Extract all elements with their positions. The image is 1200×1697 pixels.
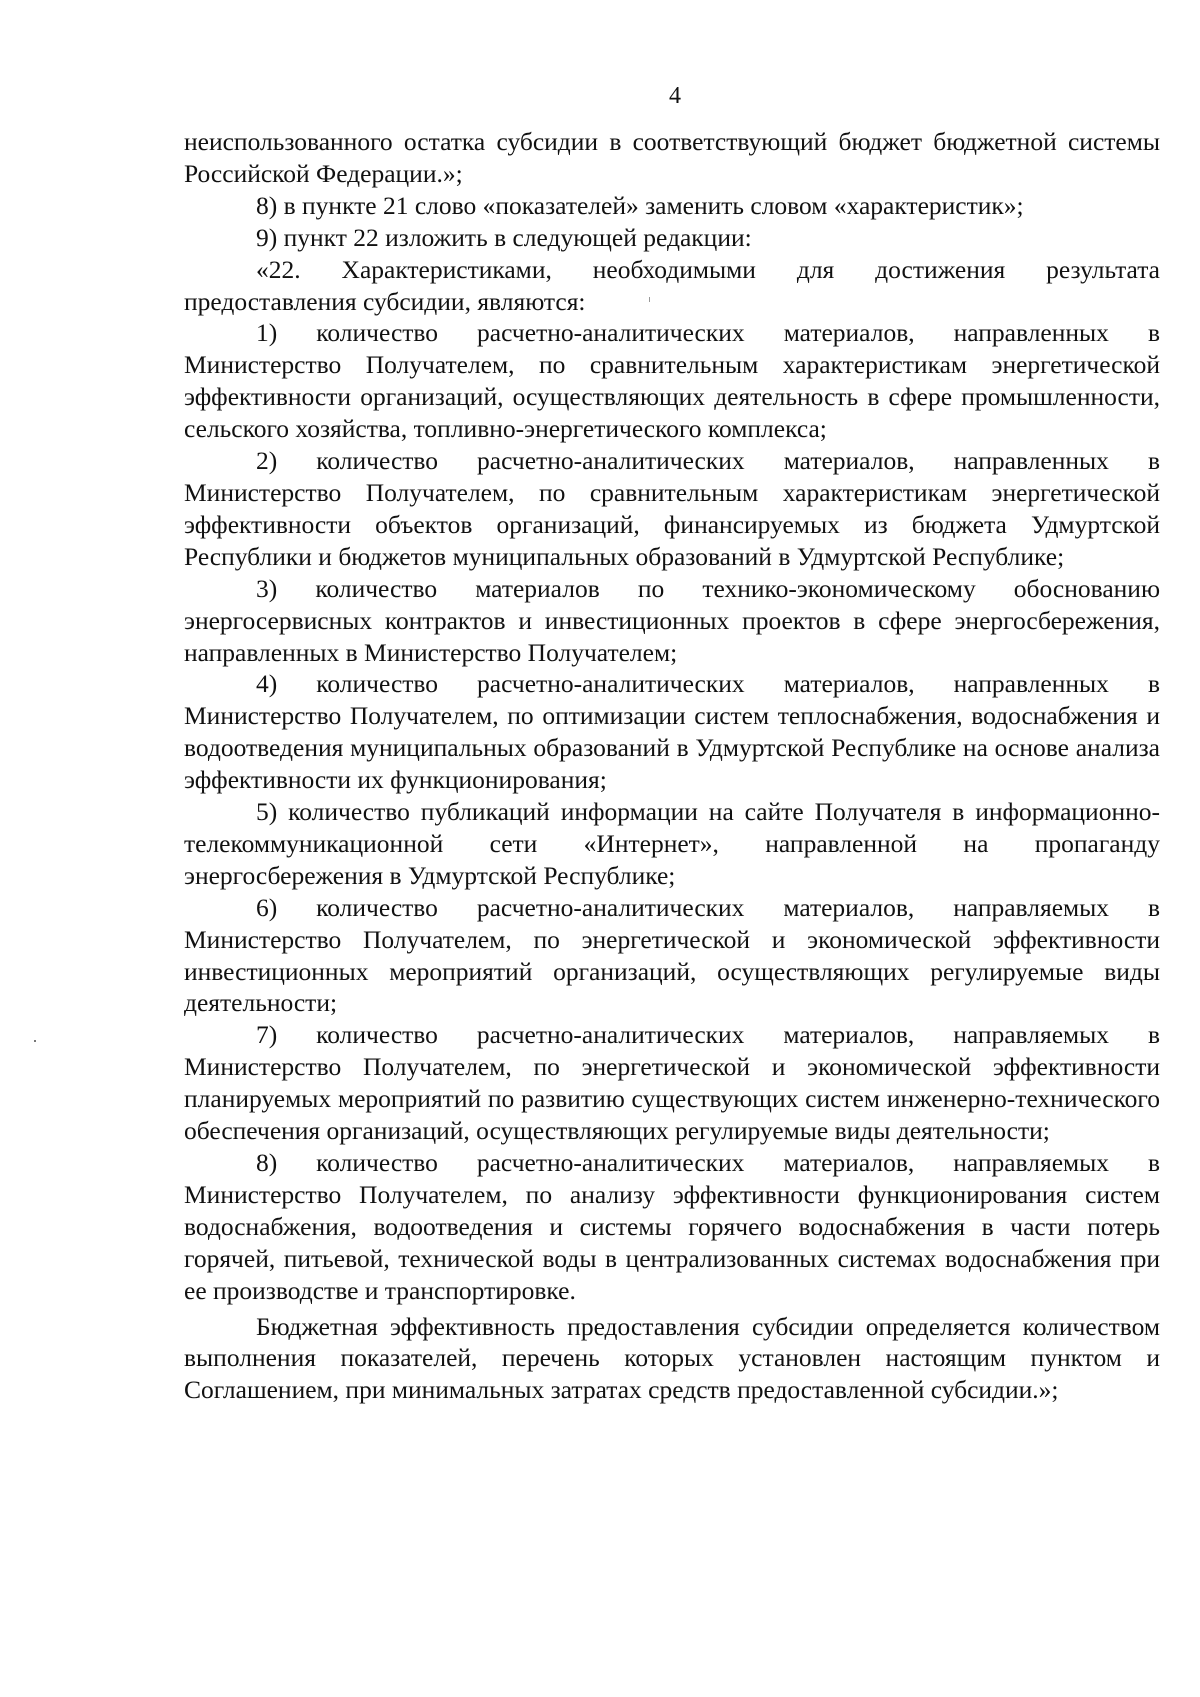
paragraph-characteristic-8: 8) количество расчетно-аналитических материалов, направляемых в Министерство Получателем, по анализу эффективности функционирования систем водоснабжения, водоотведения и системы горячего водоснабжения в части потерь горячей, питьевой, технической воды в централизованных системах водоснабжения при ее производстве и транспортировке.: [184, 1148, 1160, 1305]
paragraph-item-8: 8) в пункте 21 слово «показателей» заменить словом «характеристик»;: [256, 190, 1024, 220]
paragraph-continuation: неиспользованного остатка субсидии в соответствующий бюджет бюджетной системы Российской Федерации.»;: [184, 127, 1160, 188]
paragraph-characteristic-7: 7) количество расчетно-аналитических материалов, направляемых в Министерство Получателем, по энергетической и экономической эффективности планируемых мероприятий по развитию существующих систем инженерно-технического обеспечения организаций, осуществляющих регулируемые виды деятельности;: [184, 1020, 1160, 1146]
document-body: [184, 126, 1160, 1406]
paragraph-characteristic-2: 2) количество расчетно-аналитических материалов, направленных в Министерство Получателем, по сравнительным характеристикам энергетической эффективности объектов организаций, финансируемых из бюджета Удмуртской Республики и бюджетов муниципальных образований в Удмуртской Республике;: [184, 446, 1160, 571]
page-number: 4: [669, 83, 681, 109]
paragraph-characteristic-3: 3) количество материалов по технико-экономическому обоснованию энергосервисных контрактов и инвестиционных проектов в сфере энергосбережения, направленных в Министерство Получателем;: [184, 573, 1160, 667]
paragraph-characteristic-6: 6) количество расчетно-аналитических материалов, направляемых в Министерство Получателем, по энергетической и экономической эффективности инвестиционных мероприятий организаций, осуществляющих регулируемые виды деятельности;: [184, 892, 1160, 1018]
paragraph-budget-efficiency: Бюджетная эффективность предоставления субсидии определяется количеством выполнения показателей, перечень которых установлен настоящим пунктом и Соглашением, при минимальных затратах средств предоставленной субсидии.»;: [184, 1311, 1160, 1405]
paragraph-characteristic-5: 5) количество публикаций информации на сайте Получателя в информационно-телекоммуникационной сети «Интернет», направленной на пропаганду энергосбережения в Удмуртской Республике;: [184, 797, 1160, 890]
paragraph-characteristic-4: 4) количество расчетно-аналитических материалов, направленных в Министерство Получателем, по оптимизации систем теплоснабжения, водоснабжения и водоотведения муниципальных образований в Удмуртской Республике на основе анализа эффективности их функционирования;: [184, 669, 1160, 795]
scan-artifact-dot: [34, 1040, 36, 1042]
paragraph-clause-22: «22. Характеристиками, необходимыми для достижения результата предоставления субсидии, являются:: [184, 254, 1160, 316]
paragraph-characteristic-1: 1) количество расчетно-аналитических материалов, направленных в Министерство Получателем, по сравнительным характеристикам энергетической эффективности организаций, осуществляющих деятельность в сфере промышленности, сельского хозяйства, топливно-энергетического комплекса;: [184, 318, 1160, 444]
paragraph-item-9: 9) пункт 22 изложить в следующей редакции:: [256, 222, 752, 252]
